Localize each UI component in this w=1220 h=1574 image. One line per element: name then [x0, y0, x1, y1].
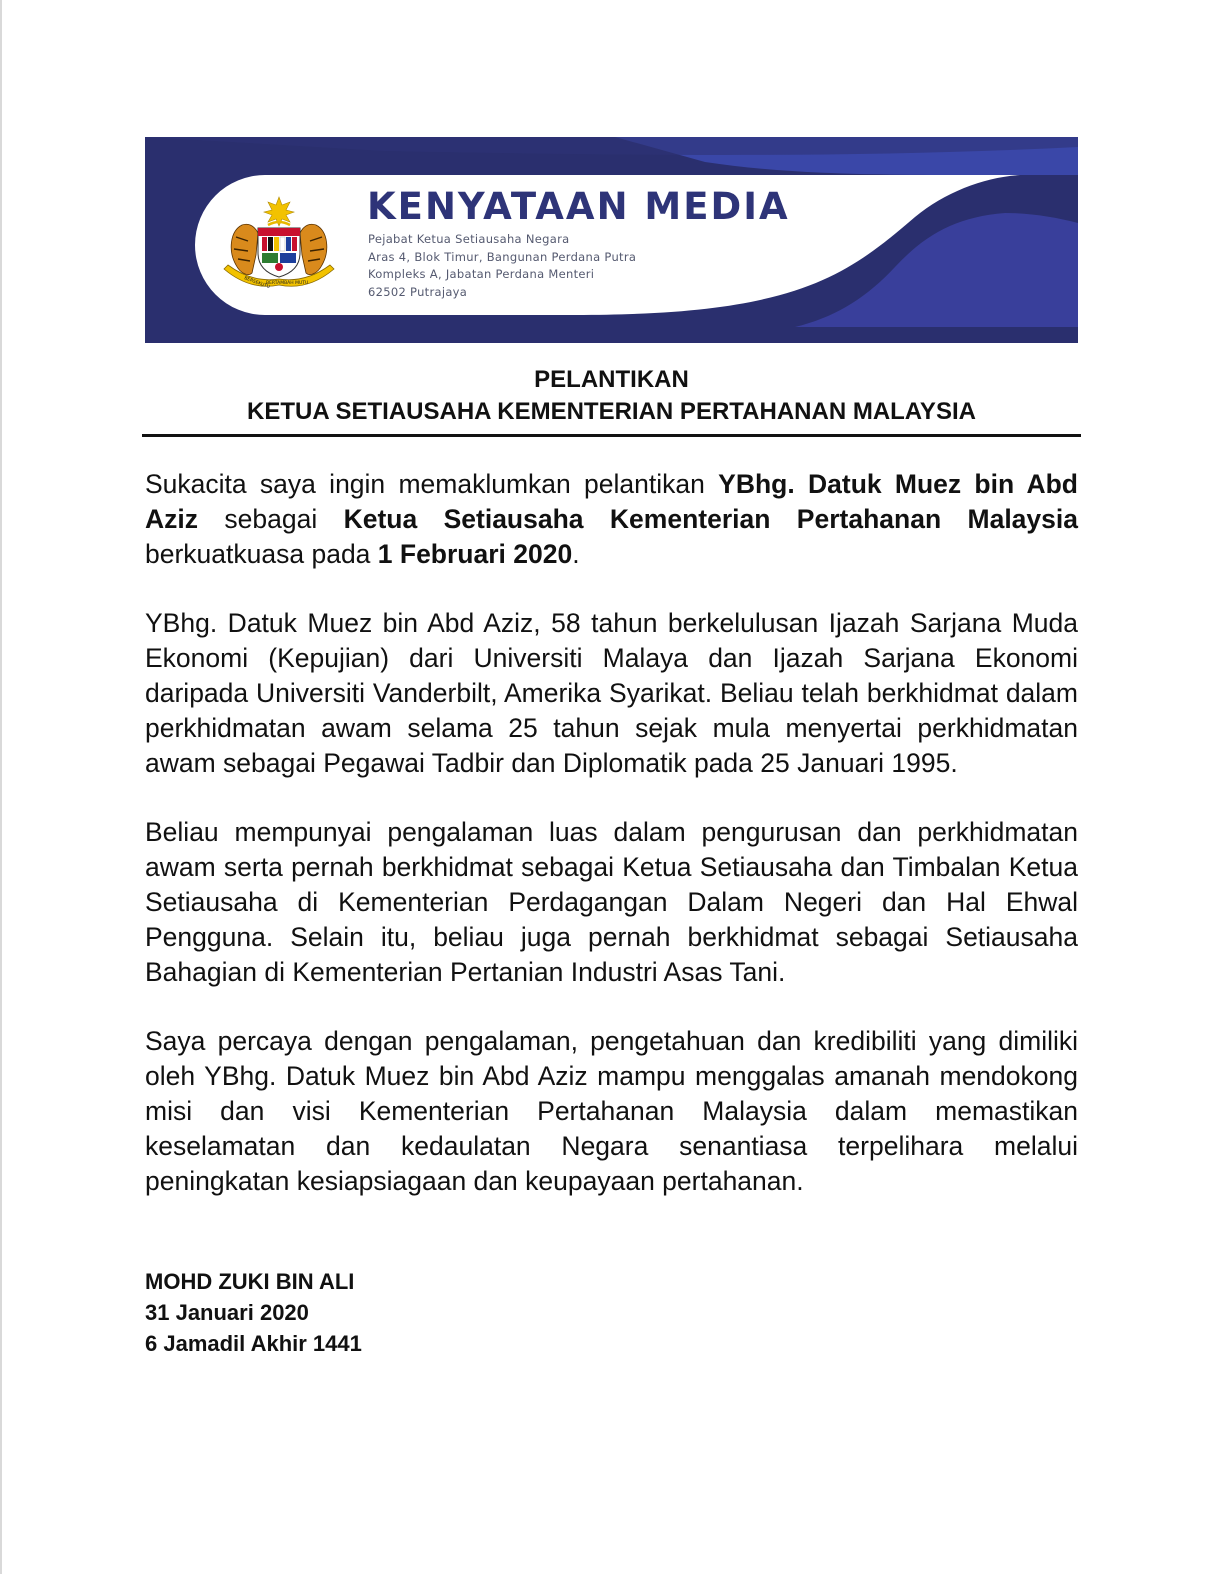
paragraph-appointment	[145, 467, 1078, 572]
signature-hijri-date: 6 Jamadil Akhir 1441	[145, 1331, 362, 1356]
signature-block	[145, 1266, 362, 1359]
banner-address	[368, 231, 636, 301]
svg-text:BERTAMBAH MUTU: BERTAMBAH MUTU	[266, 281, 309, 286]
body-text: berkuatkuasa pada	[145, 539, 378, 569]
heading-line-2: KETUA SETIAUSAHA KEMENTERIAN PERTAHANAN MALAYSIA	[247, 398, 976, 425]
body-text: sebagai	[198, 504, 344, 534]
signature-date: 31 Januari 2020	[145, 1300, 309, 1325]
malaysia-coat-of-arms-icon	[220, 195, 338, 291]
paragraph-confidence: Saya percaya dengan pengalaman, pengetahuan dan kredibiliti yang dimiliki oleh YBhg. Datuk Muez bin Abd Aziz mampu menggalas amanah mendokong misi dan visi Kementerian Pertahanan Malaysia dalam memastikan keselamatan dan kedaulatan Negara senantiasa terpelihara melalui peningkatan kesiapsiagaan dan keupayaan pertahanan.	[145, 1026, 1078, 1196]
svg-text:BERSEKUTU: BERSEKUTU	[243, 276, 271, 291]
media-statement-banner	[145, 137, 1078, 343]
address-line: Aras 4, Blok Timur, Bangunan Perdana Putra	[368, 249, 637, 264]
position-title: Ketua Setiausaha Kementerian Pertahanan Malaysia	[343, 504, 1078, 534]
address-line: Kompleks A, Jabatan Perdana Menteri	[368, 267, 595, 281]
address-line: Pejabat Ketua Setiausaha Negara	[368, 232, 570, 246]
statement-heading	[145, 364, 1078, 428]
banner-title: KENYATAAN MEDIA	[367, 185, 790, 228]
heading-divider	[142, 434, 1081, 437]
appointee-name: YBhg. Datuk Muez bin Abd Aziz	[145, 469, 1078, 534]
address-line: 62502 Putrajaya	[368, 284, 468, 299]
heading-line-1: PELANTIKAN	[534, 366, 689, 393]
effective-date: 1 Februari 2020	[377, 539, 573, 569]
body-text: Sukacita saya ingin memaklumkan pelantikan	[145, 469, 719, 499]
paragraph-background: YBhg. Datuk Muez bin Abd Aziz, 58 tahun berkelulusan Ijazah Sarjana Muda Ekonomi (Kepujian) dari Universiti Malaya dan Ijazah Sarjana Ekonomi daripada Universiti Vanderbilt, Amerika Syarikat. Beliau telah berkhidmat dalam perkhidmatan awam selama 25 tahun sejak mula menyertai perkhidmatan awam sebagai Pegawai Tadbir dan Diplomatik pada 25 Januari 1995.	[145, 608, 1078, 778]
signatory-name: MOHD ZUKI BIN ALI	[145, 1269, 355, 1294]
body-text: .	[572, 539, 580, 569]
page-edge	[0, 0, 2, 1574]
statement-body	[145, 467, 1078, 1233]
paragraph-experience: Beliau mempunyai pengalaman luas dalam pengurusan dan perkhidmatan awam serta pernah berkhidmat sebagai Ketua Setiausaha dan Timbalan Ketua Setiausaha di Kementerian Perdagangan Dalam Negeri dan Hal Ehwal Pengguna. Selain itu, beliau juga pernah berkhidmat sebagai Setiausaha Bahagian di Kementerian Pertanian Industri Asas Tani.	[145, 817, 1078, 987]
